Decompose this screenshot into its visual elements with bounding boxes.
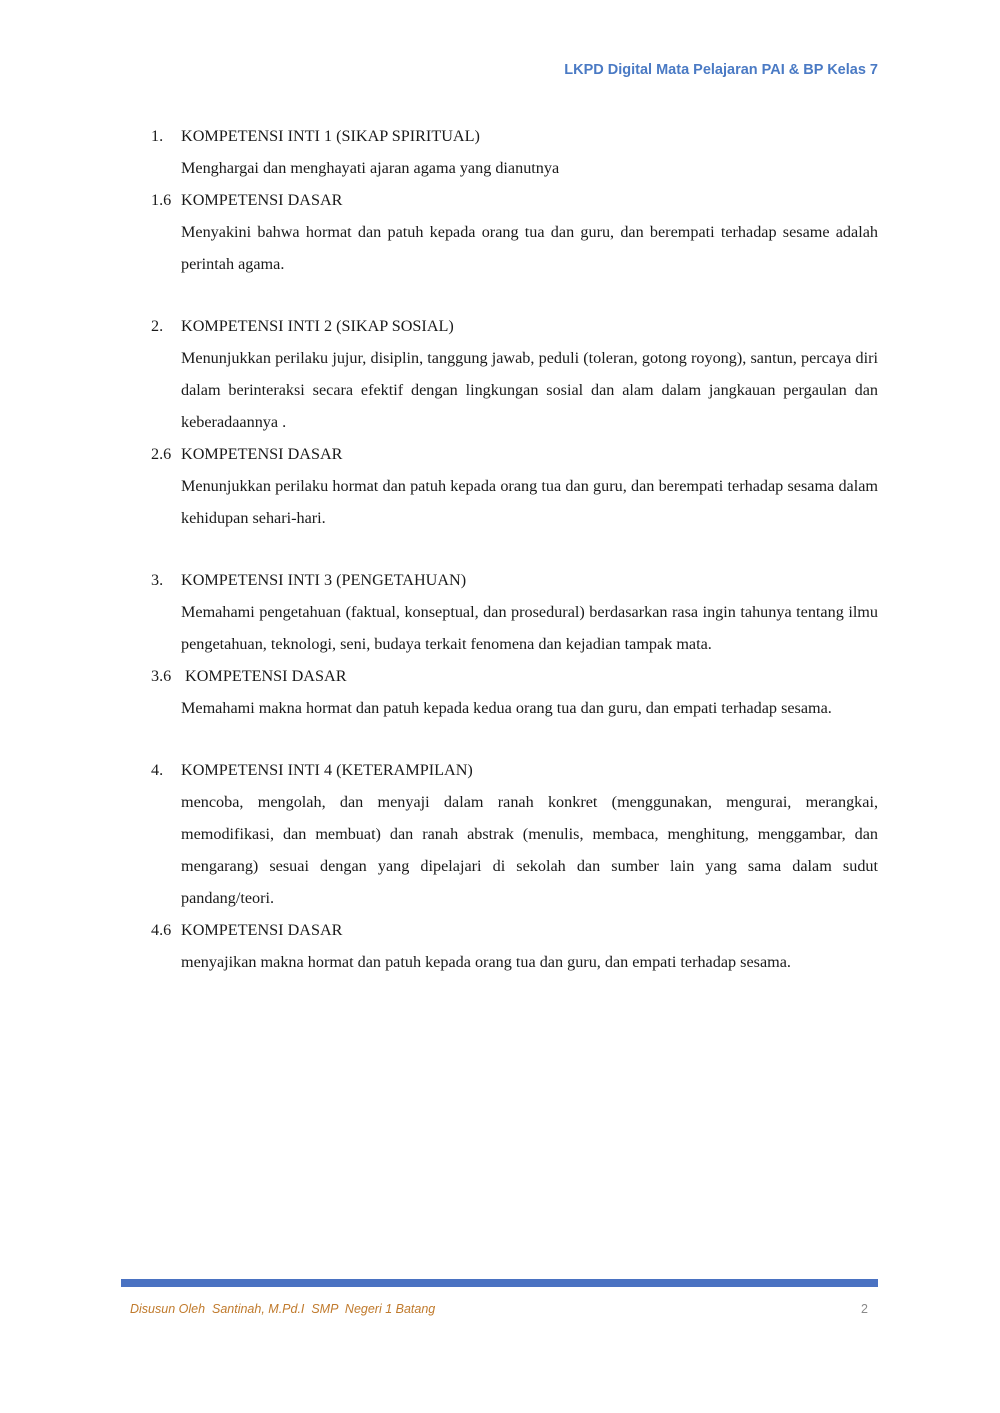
ki-title: KOMPETENSI INTI 3 (PENGETAHUAN) (181, 571, 467, 589)
page-header-title: LKPD Digital Mata Pelajaran PAI & BP Kelas 7 (564, 62, 878, 78)
ki-number: 3. (151, 571, 164, 589)
ki-number: 2. (151, 317, 164, 335)
ki-heading (151, 310, 878, 342)
kd-number: 1.6 (151, 191, 172, 209)
kd-title: KOMPETENSI DASAR (181, 667, 347, 685)
footer-divider-bar (121, 1279, 878, 1287)
kd-description: menyajikan makna hormat dan patuh kepada orang tua dan guru, dan empati terhadap sesama. (181, 953, 791, 971)
ki-heading (151, 564, 878, 596)
ki-title: KOMPETENSI INTI 1 (SIKAP SPIRITUAL) (181, 127, 480, 145)
kd-heading (151, 184, 878, 216)
kd-number: 4.6 (151, 921, 172, 939)
kd-number: 3.6 (151, 667, 172, 685)
kd-description: Menyakini bahwa hormat dan patuh kepada orang tua dan guru, dan berempati terhadap sesame adalah perintah agama. (181, 223, 878, 273)
ki-description: mencoba, mengolah, dan menyaji dalam ranah konkret (menggunakan, mengurai, merangkai, memodifikasi, dan membuat) dan ranah abstrak (menulis, membaca, menghitung, menggambar, dan mengarang) sesuai dengan yang dipelajari di sekolah dan sumber lain yang sama dalam sudut pandang/teori. (181, 793, 878, 907)
ki-description: Menghargai dan menghayati ajaran agama yang dianutnya (181, 159, 560, 177)
ki-number: 1. (151, 127, 164, 145)
ki-number: 4. (151, 761, 164, 779)
kd-title: KOMPETENSI DASAR (181, 191, 343, 209)
ki-heading (151, 120, 878, 152)
kd-heading (151, 914, 878, 946)
kd-title: KOMPETENSI DASAR (181, 445, 343, 463)
kd-heading (151, 660, 878, 692)
ki-title: KOMPETENSI INTI 2 (SIKAP SOSIAL) (181, 317, 454, 335)
page-number: 2 (861, 1302, 868, 1316)
kd-heading (151, 438, 878, 470)
ki-title: KOMPETENSI INTI 4 (KETERAMPILAN) (181, 761, 473, 779)
document-body (151, 120, 878, 978)
kd-description: Menunjukkan perilaku hormat dan patuh kepada orang tua dan guru, dan berempati terhadap sesama dalam kehidupan sehari-hari. (181, 477, 878, 527)
kd-title: KOMPETENSI DASAR (181, 921, 343, 939)
ki-heading (151, 754, 878, 786)
footer-author: Disusun Oleh Santinah, M.Pd.I SMP Negeri 1 Batang (130, 1302, 436, 1316)
ki-description: Menunjukkan perilaku jujur, disiplin, tanggung jawab, peduli (toleran, gotong royong), santun, percaya diri dalam berinteraksi secara efektif dengan lingkungan sosial dan alam dalam jangkauan pergaulan dan keberadaannya . (181, 349, 878, 431)
kd-number: 2.6 (151, 445, 172, 463)
kd-description: Memahami makna hormat dan patuh kepada kedua orang tua dan guru, dan empati terhadap sesama. (181, 699, 832, 717)
ki-description: Memahami pengetahuan (faktual, konseptual, dan prosedural) berdasarkan rasa ingin tahunya tentang ilmu pengetahuan, teknologi, seni, budaya terkait fenomena dan kejadian tampak mata. (181, 603, 878, 653)
